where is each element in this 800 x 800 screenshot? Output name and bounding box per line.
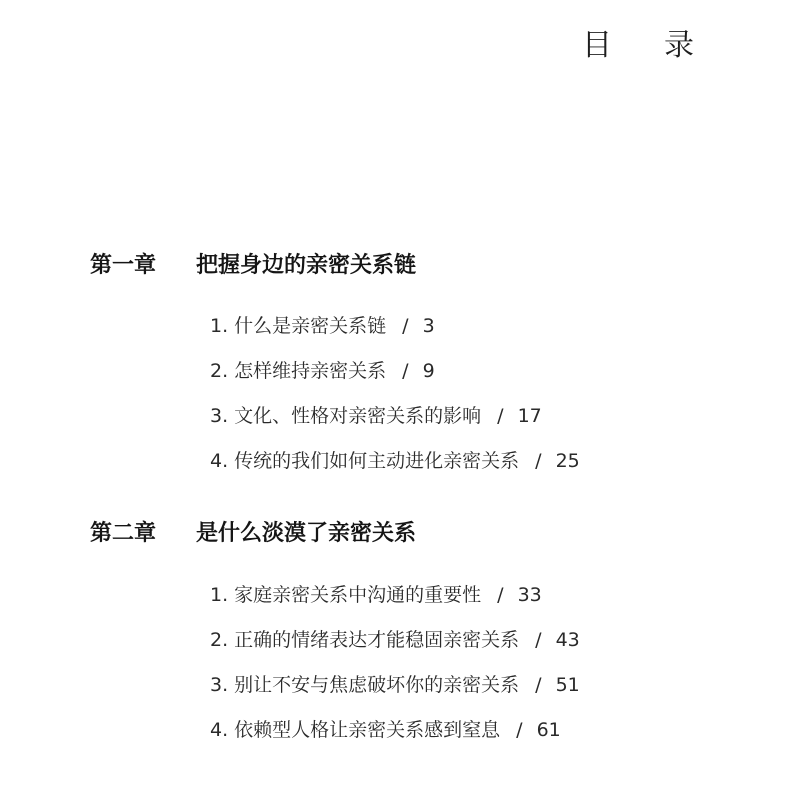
toc-entry-page: 43 <box>555 629 580 651</box>
page-title: 目录 <box>582 28 746 63</box>
toc-entry[interactable] <box>210 394 740 439</box>
chapter-heading <box>90 248 740 284</box>
toc-entry-page: 33 <box>517 584 542 606</box>
toc-entry[interactable] <box>210 439 740 484</box>
toc-separator: / <box>497 584 504 606</box>
toc-entry-label: 3. 文化、性格对亲密关系的影响 <box>210 405 482 427</box>
toc-entry-page: 17 <box>517 405 542 427</box>
toc-entry[interactable] <box>210 573 740 618</box>
toc-entry-label: 1. 家庭亲密关系中沟通的重要性 <box>210 584 482 606</box>
toc-separator: / <box>402 315 409 337</box>
chapter-number: 第一章 <box>90 253 157 278</box>
toc-separator: / <box>516 719 523 741</box>
toc-separator: / <box>535 674 542 696</box>
chapter-title: 把握身边的亲密关系链 <box>196 253 417 278</box>
chapter-title: 是什么淡漠了亲密关系 <box>196 521 417 546</box>
toc-entry-label: 4. 传统的我们如何主动进化亲密关系 <box>210 450 520 472</box>
chapter-heading <box>90 516 740 552</box>
toc-list <box>210 304 740 484</box>
chapter-2 <box>90 516 740 753</box>
toc-list <box>210 573 740 753</box>
toc-entry-page: 9 <box>422 360 435 382</box>
toc-entry[interactable] <box>210 618 740 663</box>
toc-separator: / <box>402 360 409 382</box>
toc-entry-label: 4. 依赖型人格让亲密关系感到窒息 <box>210 719 501 741</box>
toc-separator: / <box>535 629 542 651</box>
toc-entry[interactable] <box>210 708 740 753</box>
toc-entry-label: 2. 正确的情绪表达才能稳固亲密关系 <box>210 629 520 651</box>
toc-entry[interactable] <box>210 304 740 349</box>
toc-entry-page: 3 <box>422 315 435 337</box>
chapter-1 <box>90 248 740 484</box>
toc-entry-page: 25 <box>555 450 580 472</box>
toc-entry-page: 51 <box>555 674 580 696</box>
toc-entry-label: 3. 别让不安与焦虑破坏你的亲密关系 <box>210 674 520 696</box>
toc-entry[interactable] <box>210 349 740 394</box>
toc-entry-label: 1. 什么是亲密关系链 <box>210 315 387 337</box>
toc-entry-label: 2. 怎样维持亲密关系 <box>210 360 387 382</box>
chapter-number: 第二章 <box>90 521 157 546</box>
toc-entry[interactable] <box>210 663 740 708</box>
toc-separator: / <box>535 450 542 472</box>
toc-entry-page: 61 <box>536 719 561 741</box>
toc-separator: / <box>497 405 504 427</box>
